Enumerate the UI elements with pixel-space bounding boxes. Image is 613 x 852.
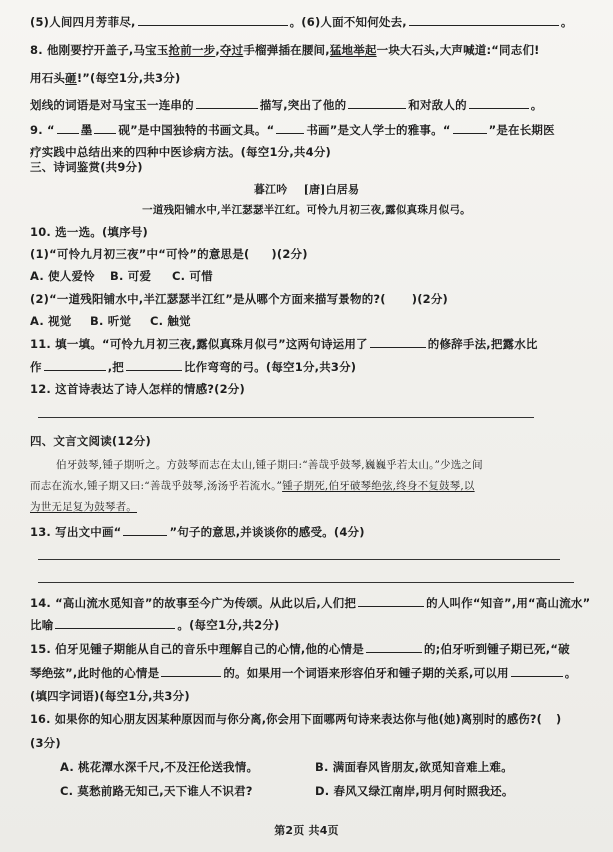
answer-blank[interactable] (453, 121, 487, 134)
answer-line[interactable] (38, 559, 560, 560)
question-9-line1: 9. “ 墨 砚”是中国独特的书画文具。“ 书画”是文人学士的雅事。“ ”是在长期医 (30, 123, 555, 137)
option-b: B. 满面春风皆朋友,欲觅知音难上难。 (315, 760, 513, 774)
question-13: 13. 写出文中画“ ”句子的意思,并谈谈你的感受。(4分) (30, 525, 365, 539)
answer-blank[interactable] (161, 664, 221, 677)
section-4-heading: 四、文言文阅读(12分) (30, 434, 151, 448)
question-16: 16. 如果你的知心朋友因某种原因而与你分离,你会用下面哪两句诗来表达你与他(她)离别时的感伤?( ) (30, 713, 562, 726)
question-16-score: (3分) (30, 736, 61, 750)
answer-blank[interactable] (57, 121, 79, 134)
answer-blank[interactable] (469, 96, 529, 109)
question-10-2: (2)“一道残阳铺水中,半江瑟瑟半江红”是从哪个方面来描写景物的?( )(2分) (30, 292, 449, 306)
question-11-line2: 作 ,把 比作弯弯的弓。(每空1分,共3分) (30, 360, 357, 374)
section-3-heading: 三、诗词鉴赏(共9分) (30, 160, 143, 174)
question-8-line1: 8. 他刚要拧开盖子,马宝玉抢前一步,夺过手榴弹插在腰间,猛地举起一块大石头,大声喊道:“同志们! (30, 43, 540, 57)
question-11-line1: 11. 填一填。“可怜九月初三夜,露似真珠月似弓”这两句诗运用了 的修辞手法,把露水比 (30, 337, 538, 351)
question-12: 12. 这首诗表达了诗人怎样的情感?(2分) (30, 382, 245, 396)
poem-text: 一道残阳铺水中,半江瑟瑟半江红。可怜九月初三夜,露似真珠月似弓。 (142, 204, 471, 216)
answer-blank[interactable] (55, 616, 175, 629)
question-15-note: (填四字词语)(每空1分,共3分) (30, 689, 190, 703)
page-number: 第2页 共4页 (274, 824, 339, 837)
passage-line3: 为世无足复为鼓琴者。 (30, 501, 137, 513)
poem-author: [唐]白居易 (303, 183, 360, 196)
question-8-line3: 划线的词语是对马宝玉一连串的 描写,突出了他的 和对敌人的 。 (30, 98, 543, 112)
question-14-line2: 比喻 。(每空1分,共2分) (30, 618, 280, 632)
answer-blank[interactable] (138, 13, 288, 26)
poem-title-line (0, 182, 613, 198)
answer-blank[interactable] (348, 96, 406, 109)
passage-line1: 伯牙鼓琴,锺子期听之。方鼓琴而志在太山,锺子期曰:“善哉乎鼓琴,巍巍乎若太山。”少选之间 (56, 459, 483, 471)
question-15-line1: 15. 伯牙见锺子期能从自己的音乐中理解自己的心情,他的心情是 的;伯牙听到锺子期已死,“破 (30, 642, 570, 656)
question-10-2-options: A. 视觉 B. 听觉 C. 触觉 (30, 314, 191, 328)
question-8-line2: 用石头砸!”(每空1分,共3分) (30, 71, 181, 85)
question-10-1-options: A. 使人爱怜 B. 可爱 C. 可惜 (30, 269, 213, 283)
answer-blank[interactable] (126, 358, 182, 371)
answer-blank[interactable] (44, 358, 106, 371)
option-d: D. 春风又绿江南岸,明月何时照我还。 (315, 784, 514, 798)
answer-blank[interactable] (94, 121, 116, 134)
answer-blank[interactable] (366, 640, 422, 653)
answer-blank[interactable] (276, 121, 304, 134)
question-10-1: (1)“可怜九月初三夜”中“可怜”的意思是( )(2分) (30, 247, 308, 261)
poem-fill-line: (5)人间四月芳菲尽, 。(6)人面不知何处去, 。 (30, 15, 573, 29)
answer-line[interactable] (38, 417, 534, 418)
answer-line[interactable] (38, 582, 574, 583)
question-9-line2: 疗实践中总结出来的四种中医诊病方法。(每空1分,共4分) (30, 145, 331, 159)
answer-blank[interactable] (409, 13, 559, 26)
option-c: C. 莫愁前路无知己,天下谁人不识君? (60, 784, 253, 798)
option-a: A. 桃花潭水深千尺,不及汪伦送我情。 (60, 760, 259, 774)
question-15-line2: 琴绝弦”,此时他的心情是 的。如果用一个词语来形容伯牙和锺子期的关系,可以用 。 (30, 666, 577, 680)
answer-blank[interactable] (196, 96, 258, 109)
poem-title: 暮江吟 (253, 183, 288, 196)
passage-line2: 而志在流水,锺子期又曰:“善哉乎鼓琴,汤汤乎若流水。”锺子期死,伯牙破琴绝弦,终身不复鼓琴,以 (30, 480, 475, 492)
answer-blank[interactable] (370, 335, 426, 348)
question-14-line1: 14. “高山流水觅知音”的故事至今广为传颂。从此以后,人们把 的人叫作“知音”,用“高山流水” (30, 596, 591, 610)
answer-blank[interactable] (511, 664, 563, 677)
answer-blank[interactable] (358, 594, 424, 607)
answer-blank[interactable] (123, 523, 167, 536)
question-10-heading: 10. 选一选。(填序号) (30, 225, 148, 239)
